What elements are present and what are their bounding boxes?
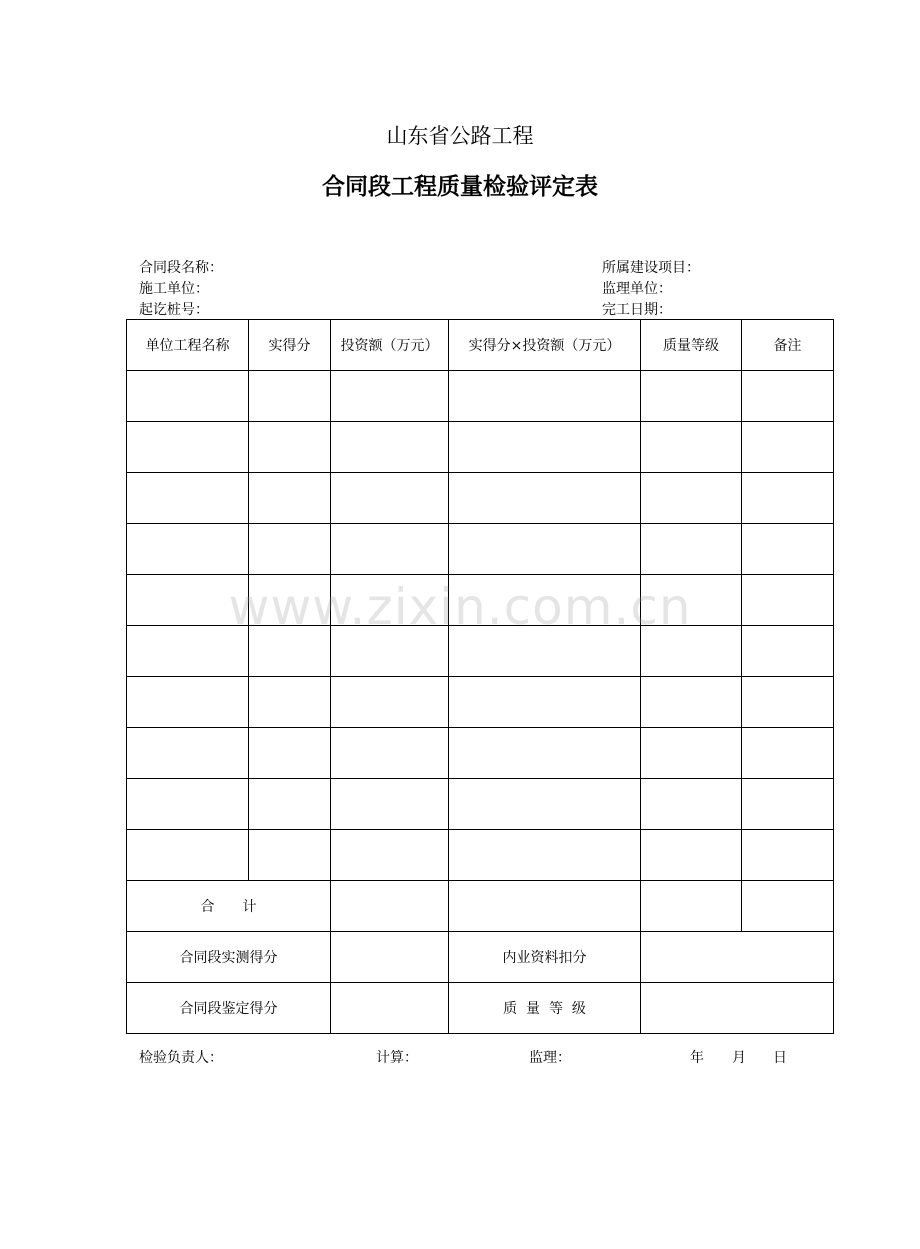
table-cell bbox=[742, 626, 834, 677]
measured-score-label: 合同段实测得分 bbox=[127, 932, 331, 983]
table-cell bbox=[449, 575, 641, 626]
table-cell bbox=[641, 575, 742, 626]
quality-grade-value bbox=[641, 983, 834, 1034]
table-cell bbox=[331, 626, 449, 677]
table-cell bbox=[449, 422, 641, 473]
table-row bbox=[127, 524, 834, 575]
table-cell bbox=[449, 677, 641, 728]
table-cell bbox=[331, 728, 449, 779]
table-cell bbox=[249, 473, 331, 524]
table-cell bbox=[641, 779, 742, 830]
table-cell bbox=[127, 830, 249, 881]
table-row bbox=[127, 473, 834, 524]
table-cell bbox=[331, 575, 449, 626]
measured-score-row bbox=[127, 932, 834, 983]
table-cell bbox=[641, 677, 742, 728]
total-product-cell bbox=[449, 881, 641, 932]
table-cell bbox=[742, 830, 834, 881]
table-row bbox=[127, 422, 834, 473]
total-row bbox=[127, 881, 834, 932]
table-cell bbox=[249, 371, 331, 422]
table-cell bbox=[742, 422, 834, 473]
table-row bbox=[127, 371, 834, 422]
table-cell bbox=[249, 830, 331, 881]
table-cell bbox=[449, 728, 641, 779]
day-label: 日 bbox=[773, 1050, 787, 1066]
table-cell bbox=[127, 473, 249, 524]
table-cell bbox=[742, 728, 834, 779]
table-row bbox=[127, 626, 834, 677]
evaluation-table bbox=[126, 319, 834, 1034]
table-cell bbox=[249, 728, 331, 779]
table-cell bbox=[641, 371, 742, 422]
watermark: www.zixin.com.cn bbox=[228, 578, 692, 636]
calculation-field: 计算： bbox=[376, 1050, 418, 1066]
table-cell bbox=[249, 575, 331, 626]
table-cell bbox=[331, 524, 449, 575]
supervisor-field: 监理单位： bbox=[602, 281, 672, 297]
table-cell bbox=[641, 830, 742, 881]
table-cell bbox=[249, 524, 331, 575]
table-row bbox=[127, 779, 834, 830]
header-unit-name: 单位工程名称 bbox=[127, 320, 249, 371]
table-cell bbox=[331, 473, 449, 524]
total-remarks-cell bbox=[742, 881, 834, 932]
assessed-score-label: 合同段鉴定得分 bbox=[127, 983, 331, 1034]
contract-name-field: 合同段名称： bbox=[139, 260, 223, 276]
header-remarks: 备注 bbox=[742, 320, 834, 371]
header-quality-grade: 质量等级 bbox=[641, 320, 742, 371]
table-cell bbox=[331, 779, 449, 830]
quality-grade-label: 质 量 等 级 bbox=[449, 983, 641, 1034]
table-cell bbox=[742, 473, 834, 524]
supervision-field: 监理： bbox=[529, 1050, 571, 1066]
table-header-row bbox=[127, 320, 834, 371]
table-cell bbox=[331, 677, 449, 728]
table-cell bbox=[449, 779, 641, 830]
table-cell bbox=[249, 779, 331, 830]
table-cell bbox=[742, 524, 834, 575]
table-cell bbox=[449, 626, 641, 677]
project-field: 所属建设项目： bbox=[602, 260, 700, 276]
header-score-times-investment: 实得分×投资额（万元） bbox=[449, 320, 641, 371]
header-score: 实得分 bbox=[249, 320, 331, 371]
table-cell bbox=[641, 422, 742, 473]
table-cell bbox=[742, 371, 834, 422]
table-cell bbox=[449, 524, 641, 575]
table-cell bbox=[127, 677, 249, 728]
table-cell bbox=[449, 473, 641, 524]
table-row bbox=[127, 830, 834, 881]
table-cell bbox=[449, 371, 641, 422]
table-cell bbox=[127, 728, 249, 779]
year-label: 年 bbox=[690, 1050, 704, 1066]
table-cell bbox=[331, 830, 449, 881]
table-cell bbox=[127, 779, 249, 830]
total-investment-cell bbox=[331, 881, 449, 932]
table-cell bbox=[331, 371, 449, 422]
table-cell bbox=[641, 728, 742, 779]
station-field: 起讫桩号： bbox=[139, 302, 209, 318]
document-deduction-label: 内业资料扣分 bbox=[449, 932, 641, 983]
table-row bbox=[127, 575, 834, 626]
table-cell bbox=[127, 626, 249, 677]
table-row bbox=[127, 677, 834, 728]
table-cell bbox=[449, 830, 641, 881]
inspector-field: 检验负责人： bbox=[139, 1050, 223, 1066]
contractor-field: 施工单位： bbox=[139, 281, 209, 297]
total-label: 合 计 bbox=[127, 881, 331, 932]
header-investment: 投资额（万元） bbox=[331, 320, 449, 371]
month-label: 月 bbox=[732, 1050, 746, 1066]
document-title: 合同段工程质量检验评定表 bbox=[322, 174, 598, 200]
assessed-score-value bbox=[331, 983, 449, 1034]
table-cell bbox=[641, 626, 742, 677]
table-row bbox=[127, 728, 834, 779]
table-cell bbox=[127, 524, 249, 575]
assessed-score-row bbox=[127, 983, 834, 1034]
table-cell bbox=[249, 626, 331, 677]
table-cell bbox=[249, 677, 331, 728]
table-cell bbox=[127, 422, 249, 473]
table-cell bbox=[742, 677, 834, 728]
table-cell bbox=[742, 779, 834, 830]
table-cell bbox=[249, 422, 331, 473]
table-cell bbox=[641, 524, 742, 575]
completion-date-field: 完工日期： bbox=[602, 302, 672, 318]
total-grade-cell bbox=[641, 881, 742, 932]
document-deduction-value bbox=[641, 932, 834, 983]
table-cell bbox=[127, 371, 249, 422]
document-subtitle: 山东省公路工程 bbox=[386, 124, 534, 148]
table-cell bbox=[127, 575, 249, 626]
table-cell bbox=[742, 575, 834, 626]
measured-score-value bbox=[331, 932, 449, 983]
table-cell bbox=[641, 473, 742, 524]
table-cell bbox=[331, 422, 449, 473]
